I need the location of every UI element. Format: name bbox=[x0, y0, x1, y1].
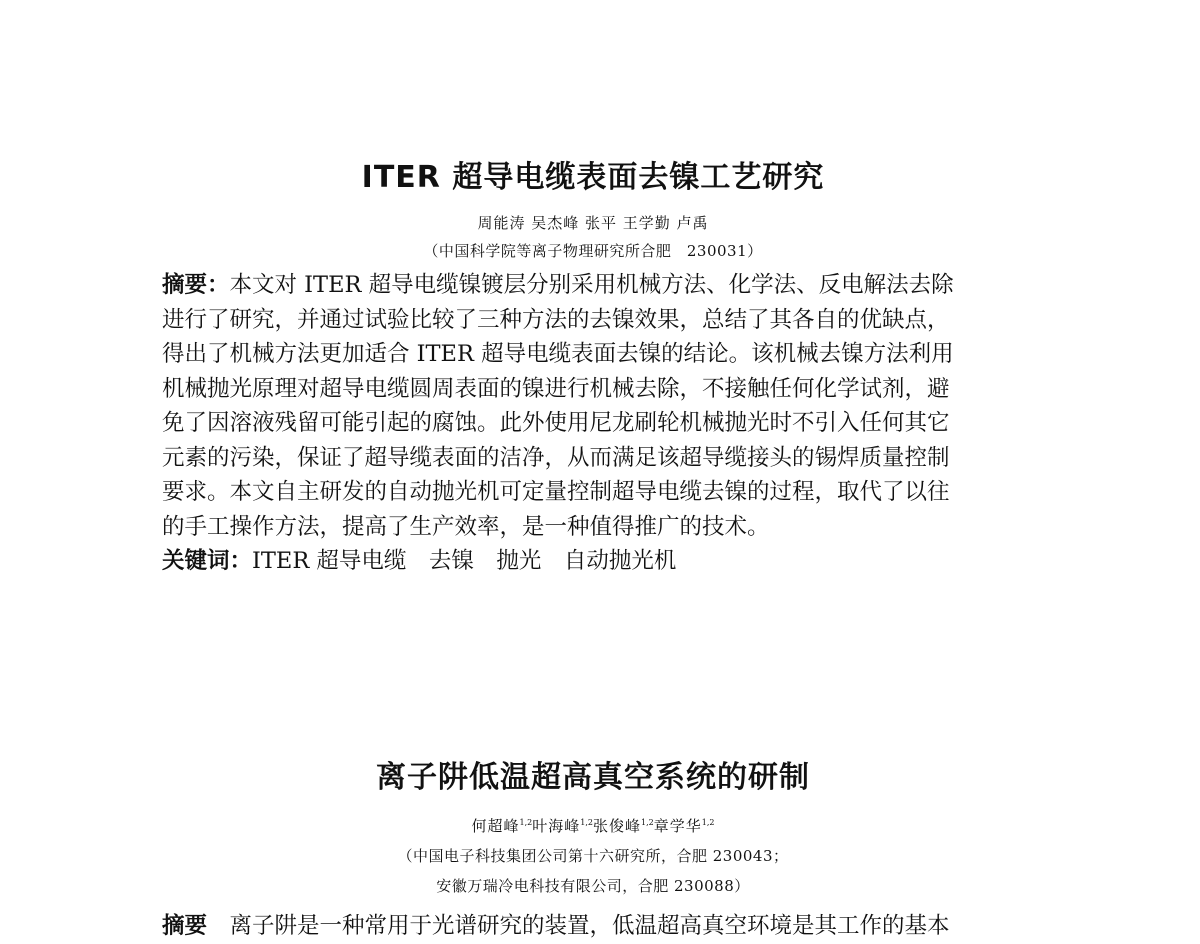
author-affil-mark: 1,2 bbox=[701, 818, 715, 827]
article-abstract bbox=[162, 909, 1024, 944]
author-affil-mark: 1,2 bbox=[519, 818, 533, 827]
article-ion-trap-vacuum bbox=[162, 752, 1024, 944]
article-keywords bbox=[162, 544, 1024, 579]
article-affiliation: （中国电子科技集团公司第十六研究所，合肥 230043； bbox=[397, 847, 789, 865]
abstract-line: 机械抛光原理对超导电缆圆周表面的镍进行机械去除，不接触任何化学试剂，避 bbox=[162, 375, 950, 402]
author-affil-mark: 1,2 bbox=[580, 818, 593, 827]
abstract-line: 元素的污染，保证了超导缆表面的洁净，从而满足该超导缆接头的锡焊质量控制 bbox=[162, 444, 950, 471]
keywords-text: ITER 超导电缆 去镍 抛光 自动抛光机 bbox=[252, 548, 677, 574]
article-title: 离子阱低温超高真空系统的研制 bbox=[376, 760, 810, 795]
abstract-line: 的手工操作方法，提高了生产效率，是一种值得推广的技术。 bbox=[162, 513, 770, 540]
article-authors bbox=[162, 810, 1024, 839]
article-title: ITER 超导电缆表面去镍工艺研究 bbox=[361, 160, 825, 195]
article-abstract bbox=[162, 268, 1024, 544]
author-name: 张俊峰 bbox=[593, 817, 642, 835]
author-name: 叶海峰 bbox=[532, 817, 581, 835]
article-authors: 周能涛 吴杰峰 张平 王学勤 卢禹 bbox=[477, 214, 709, 232]
abstract-label: 摘要： bbox=[162, 272, 230, 298]
abstract-text: 离子阱是一种常用于光谱研究的装置，低温超高真空环境是其工作的基本 bbox=[229, 913, 950, 939]
article-iter-nickel-removal bbox=[162, 152, 1024, 579]
article-affiliation: 安徽万瑞冷电科技有限公司，合肥 230088） bbox=[436, 877, 750, 895]
abstract-text: 本文对 ITER 超导电缆镍镀层分别采用机械方法、化学法、反电解法去除 bbox=[229, 272, 954, 298]
abstract-label: 摘要 bbox=[162, 913, 208, 939]
abstract-line bbox=[162, 268, 1024, 303]
abstract-line: 免了因溶液残留可能引起的腐蚀。此外使用尼龙刷轮机械抛光时不引入任何其它 bbox=[162, 410, 950, 436]
author-name: 何超峰 bbox=[471, 817, 520, 835]
author-name: 章学华 bbox=[653, 817, 702, 835]
abstract-line: 进行了研究，并通过试验比较了三种方法的去镍效果，总结了其各自的优缺点， bbox=[162, 306, 950, 333]
keywords-label: 关键词： bbox=[162, 548, 253, 574]
abstract-line: 要求。本文自主研发的自动抛光机可定量控制超导电缆去镍的过程，取代了以往 bbox=[162, 479, 950, 505]
author-affil-mark: 1,2 bbox=[641, 818, 654, 827]
article-affiliation: （中国科学院等离子物理研究所合肥 230031） bbox=[423, 242, 763, 260]
abstract-line: 得出了机械方法更加适合 ITER 超导电缆表面去镍的结论。该机械去镍方法利用 bbox=[162, 341, 954, 367]
